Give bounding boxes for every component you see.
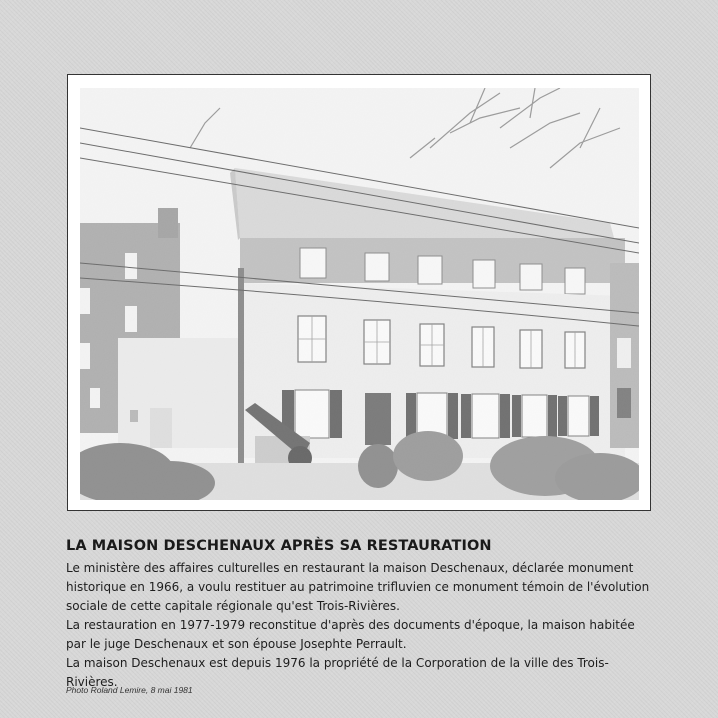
caption-title: LA MAISON DESCHENAUX APRÈS SA RESTAURATION	[66, 538, 492, 554]
caption-block	[66, 538, 656, 692]
caption-paragraph-2: La restauration en 1977-1979 reconstitue d'après des documents d'époque, la maison habitée par le juge Deschenaux et son épouse Josephte Perrault.	[66, 618, 635, 651]
caption-paragraph-1: Le ministère des affaires culturelles en restaurant la maison Deschenaux, déclarée monument historique en 1966, a voulu restituer au patrimoine trifluvien ce monument témoin de l'évolution sociale de cette capitale régionale qu'est Trois-Rivières.	[66, 561, 650, 613]
caption-paragraph-3: La maison Deschenaux est depuis 1976 la propriété de la Corporation de la ville des Trois-Rivières.	[66, 656, 609, 689]
photo-frame	[67, 74, 651, 511]
house-photograph	[80, 88, 639, 500]
photo-credit: Photo Roland Lemire, 8 mai 1981	[66, 685, 193, 695]
